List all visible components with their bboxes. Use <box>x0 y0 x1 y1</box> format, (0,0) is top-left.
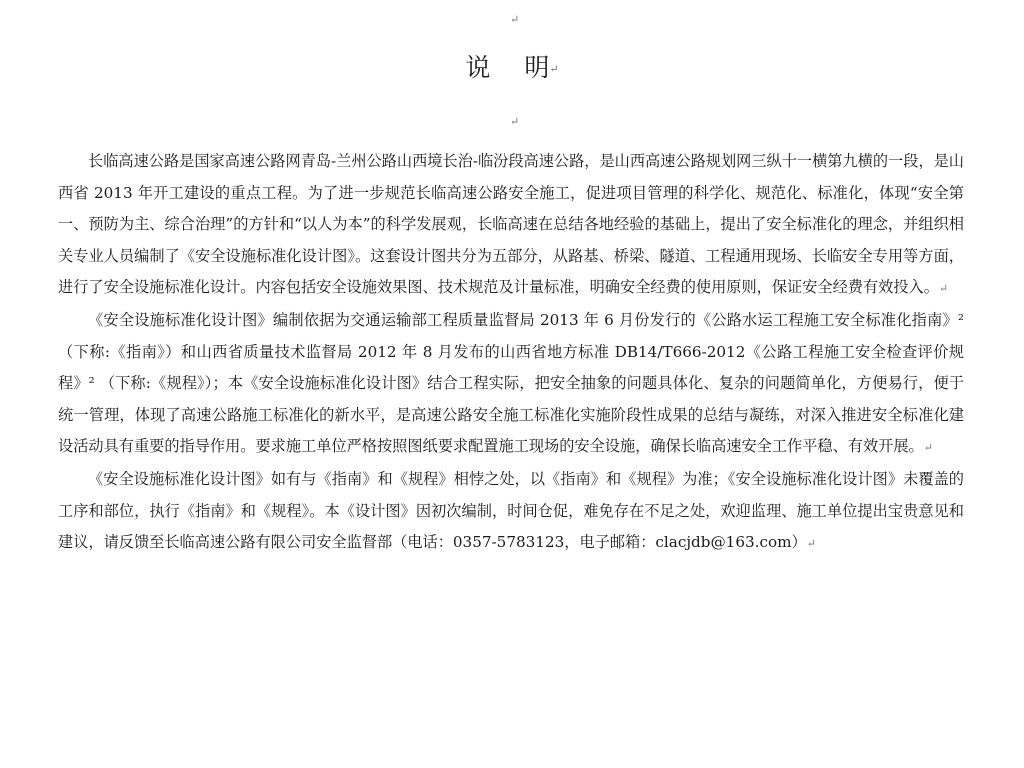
paragraph-mark-icon: ↵ <box>806 537 816 551</box>
paragraph-basis <box>58 305 964 464</box>
paragraph-text: 《安全设施标准化设计图》编制依据为交通运输部工程质量监督局 2013 年 6 月份发行的《公路水运工程施工安全标准化指南》² （下称:《指南》）和山西省质量技术监督局 2012 年 8 月发布的山西省地方标准 DB14/T666-2012《公路工程施工安全检查评价规程》² （下称:《规程》）；本《安全设施标准化设计图》结合工程实际，把安全抽象的问题具体化、复杂的问题简单化，方便易行，便于统一管理，体现了高速公路施工标准化的新水平，是高速公路安全施工标准化实施阶段性成果的总结与凝练，对深入推进安全标准化建设活动具有重要的指导作用。要求施工单位严格按照图纸要求配置施工现场的安全设施，确保长临高速安全工作平稳、有效开展。 <box>58 310 964 456</box>
paragraph-mark-icon: ↵ <box>938 282 949 296</box>
paragraph-mark-icon: ↵ <box>549 62 559 76</box>
paragraph-mark-icon: ↵ <box>510 13 520 26</box>
title-char-2: 明 <box>524 53 550 82</box>
paragraph-text: 长临高速公路是国家高速公路网青岛-兰州公路山西境长治-临汾段高速公路，是山西高速公路规划网三纵十一横第九横的一段，是山西省 2013 年开工建设的重点工程。为了进一步规范长临高速公路安全施工，促进项目管理的科学化、规范化、标准化，体现“安全第一、预防为主、综合治理”的方针和“以人为本”的科学发展观，长临高速在总结各地经验的基础上，提出了安全标准化的理念，并组织相关专业人员编制了《安全设施标准化设计图》。这套设计图共分为五部分，从路基、桥梁、隧道、工程通用现场、长临安全专用等方面，进行了安全设施标准化设计。内容包括安全设施效果图、技术规范及计量标准，明确安全经费的使用原则，保证安全经费有效投入。 <box>58 152 964 297</box>
document-body <box>58 146 964 560</box>
paragraph-text: 《安全设施标准化设计图》如有与《指南》和《规程》相悖之处，以《指南》和《规程》为准；《安全设施标准化设计图》未覆盖的工序和部位，执行《指南》和《规程》。本《设计图》因初次编制，时间仓促，难免存在不足之处，欢迎监理、施工单位提出宝贵意见和建议，请反馈至长临高速公路有限公司安全监督部（电话：0357-5783123，电子邮箱：clacjdb@163.com） <box>58 469 964 552</box>
paragraph-intro <box>58 146 964 305</box>
title-char-1: 说 <box>465 53 491 82</box>
paragraph-feedback <box>58 464 964 560</box>
paragraph-mark-icon: ↵ <box>923 441 933 455</box>
document-title <box>0 52 1024 86</box>
paragraph-mark-icon: ↵ <box>510 115 520 128</box>
